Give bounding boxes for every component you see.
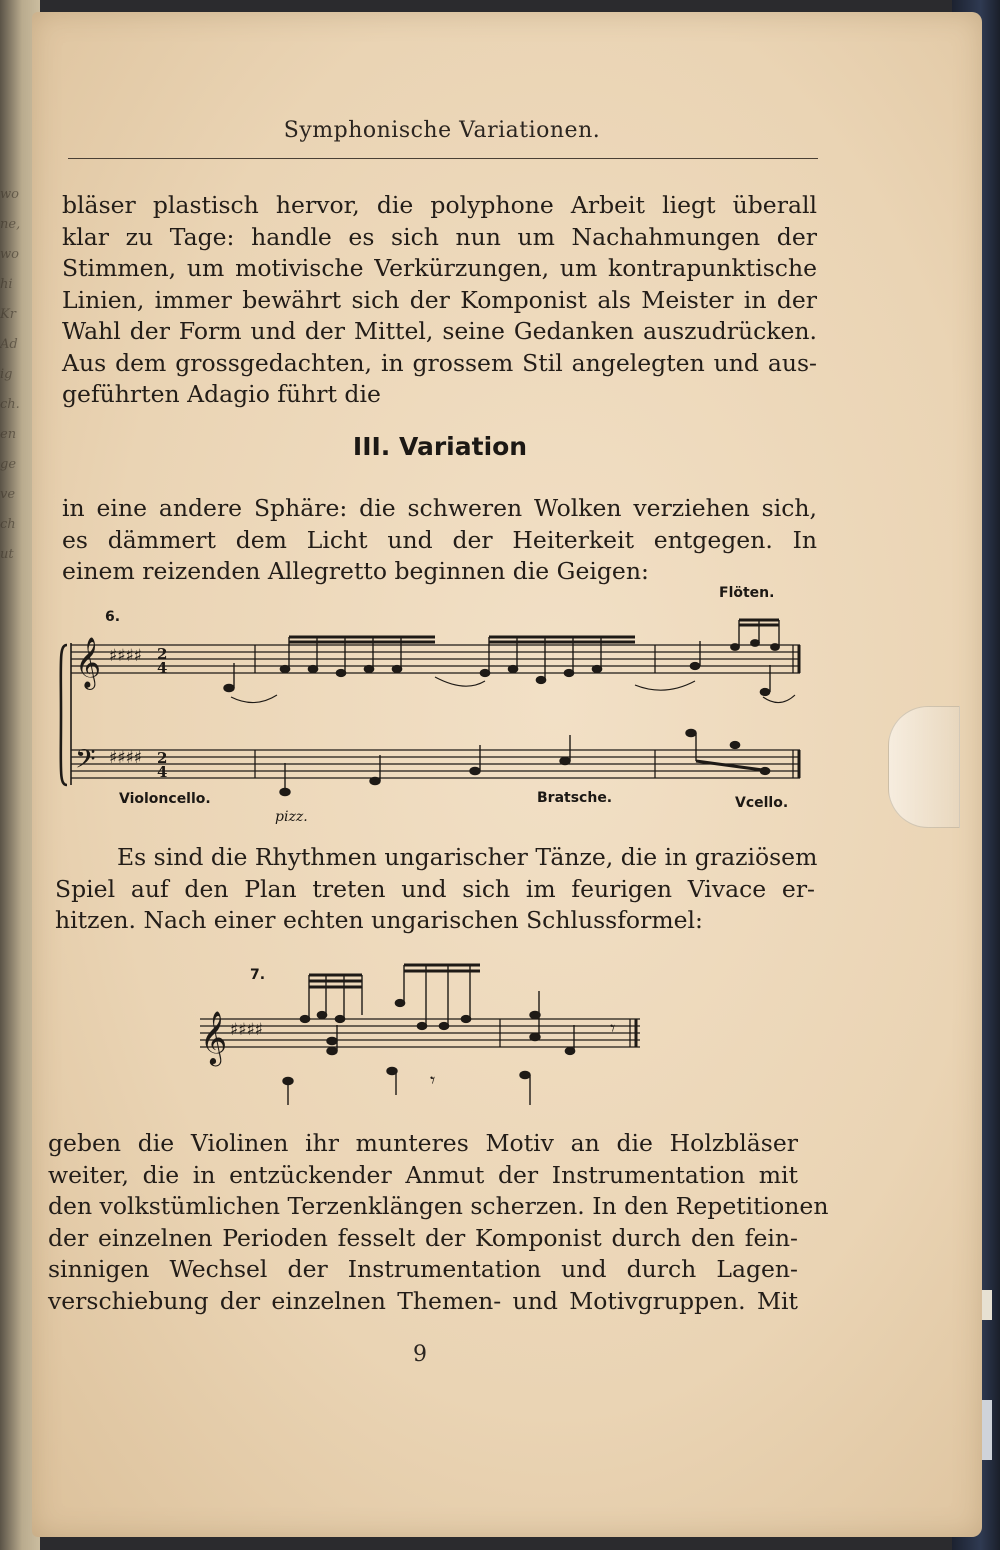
text-line: Stimmen, um motivische Verkürzungen, um kontrapunktische — [62, 254, 817, 282]
label-pizz: pizz. — [275, 809, 308, 825]
text-line: der einzelnen Perioden fesselt der Komponist durch den fein- — [48, 1223, 798, 1252]
text-line: geführten Adagio führt die — [62, 380, 381, 408]
page-number: 9 — [413, 1342, 427, 1367]
music-example-6 — [55, 585, 815, 830]
text-line: Es sind die Rhythmen ungarischer Tänze, die in graziösem — [117, 843, 818, 871]
svg-text:2: 2 — [157, 645, 168, 663]
svg-text:2: 2 — [157, 749, 168, 767]
text-line: einem reizenden Allegretto beginnen die Geigen: — [62, 557, 649, 585]
paragraph-3 — [55, 842, 818, 937]
svg-text:♯♯♯♯: ♯♯♯♯ — [230, 1020, 263, 1040]
left-page-bleed-text: wo ne, wo hi Kr Ad ig ch. en ge ve ch ut — [0, 187, 21, 562]
paragraph-4 — [48, 1128, 829, 1317]
text-line: sinnigen Wechsel der Instrumentation und durch Lagen- — [48, 1255, 798, 1283]
label-vcello: Vcello. — [735, 795, 789, 811]
running-head: Symphonische Variationen. — [283, 118, 601, 143]
text-line: klar zu Tage: handle es sich nun um Nachahmungen der — [62, 222, 817, 251]
svg-text:𝄾: 𝄾 — [610, 1016, 616, 1040]
text-line: es dämmert dem Licht und der Heiterkeit entgegen. In — [62, 525, 817, 554]
svg-text:𝄞: 𝄞 — [75, 637, 102, 688]
svg-text:4: 4 — [157, 659, 168, 677]
text-line: in eine andere Sphäre: die schweren Wolken verziehen sich, — [62, 494, 817, 522]
svg-text:𝄢: 𝄢 — [75, 743, 96, 781]
paragraph-1 — [62, 190, 817, 411]
music-example-7 — [190, 955, 650, 1115]
section-heading: III. Variation — [352, 432, 528, 461]
page-clip — [888, 706, 960, 828]
svg-text:4: 4 — [157, 763, 168, 781]
score-staff-system — [55, 585, 815, 830]
text-line: Linien, immer bewährt sich der Komponist als Meister in der — [62, 285, 817, 314]
example-number: 6. — [105, 609, 121, 625]
svg-text:𝄞: 𝄞 — [200, 1010, 228, 1064]
text-line: den volkstümlichen Terzenklängen scherzen. In den Repetitionen — [48, 1192, 829, 1220]
text-line: geben die Violinen ihr munteres Motiv an die Holzbläser — [48, 1129, 798, 1157]
svg-text:𝄾: 𝄾 — [430, 1068, 436, 1092]
svg-text:♯♯♯♯: ♯♯♯♯ — [109, 748, 142, 768]
example-number: 7. — [250, 967, 266, 983]
label-violoncello: Violoncello. — [119, 791, 211, 807]
label-bratsche: Bratsche. — [537, 790, 613, 806]
paragraph-2 — [62, 493, 817, 588]
text-line: bläser plastisch hervor, die polyphone Arbeit liegt überall — [62, 191, 817, 219]
text-line: Aus dem grossgedachten, in grossem Stil angelegten und aus- — [62, 348, 817, 377]
text-line: hitzen. Nach einer echten ungarischen Schlussformel: — [55, 906, 703, 934]
header-rule — [68, 158, 818, 159]
text-line: Spiel auf den Plan treten und sich im feurigen Vivace er- — [55, 874, 815, 903]
label-floeten: Flöten. — [719, 585, 775, 601]
text-line: verschiebung der einzelnen Themen- und Motivgruppen. Mit — [48, 1286, 798, 1315]
text-line: weiter, die in entzückender Anmut der Instrumentation mit — [48, 1160, 798, 1189]
text-line: Wahl der Form und der Mittel, seine Gedanken auszudrücken. — [62, 317, 817, 345]
svg-text:♯♯♯♯: ♯♯♯♯ — [109, 646, 142, 666]
score-staff-example-7 — [190, 955, 650, 1115]
